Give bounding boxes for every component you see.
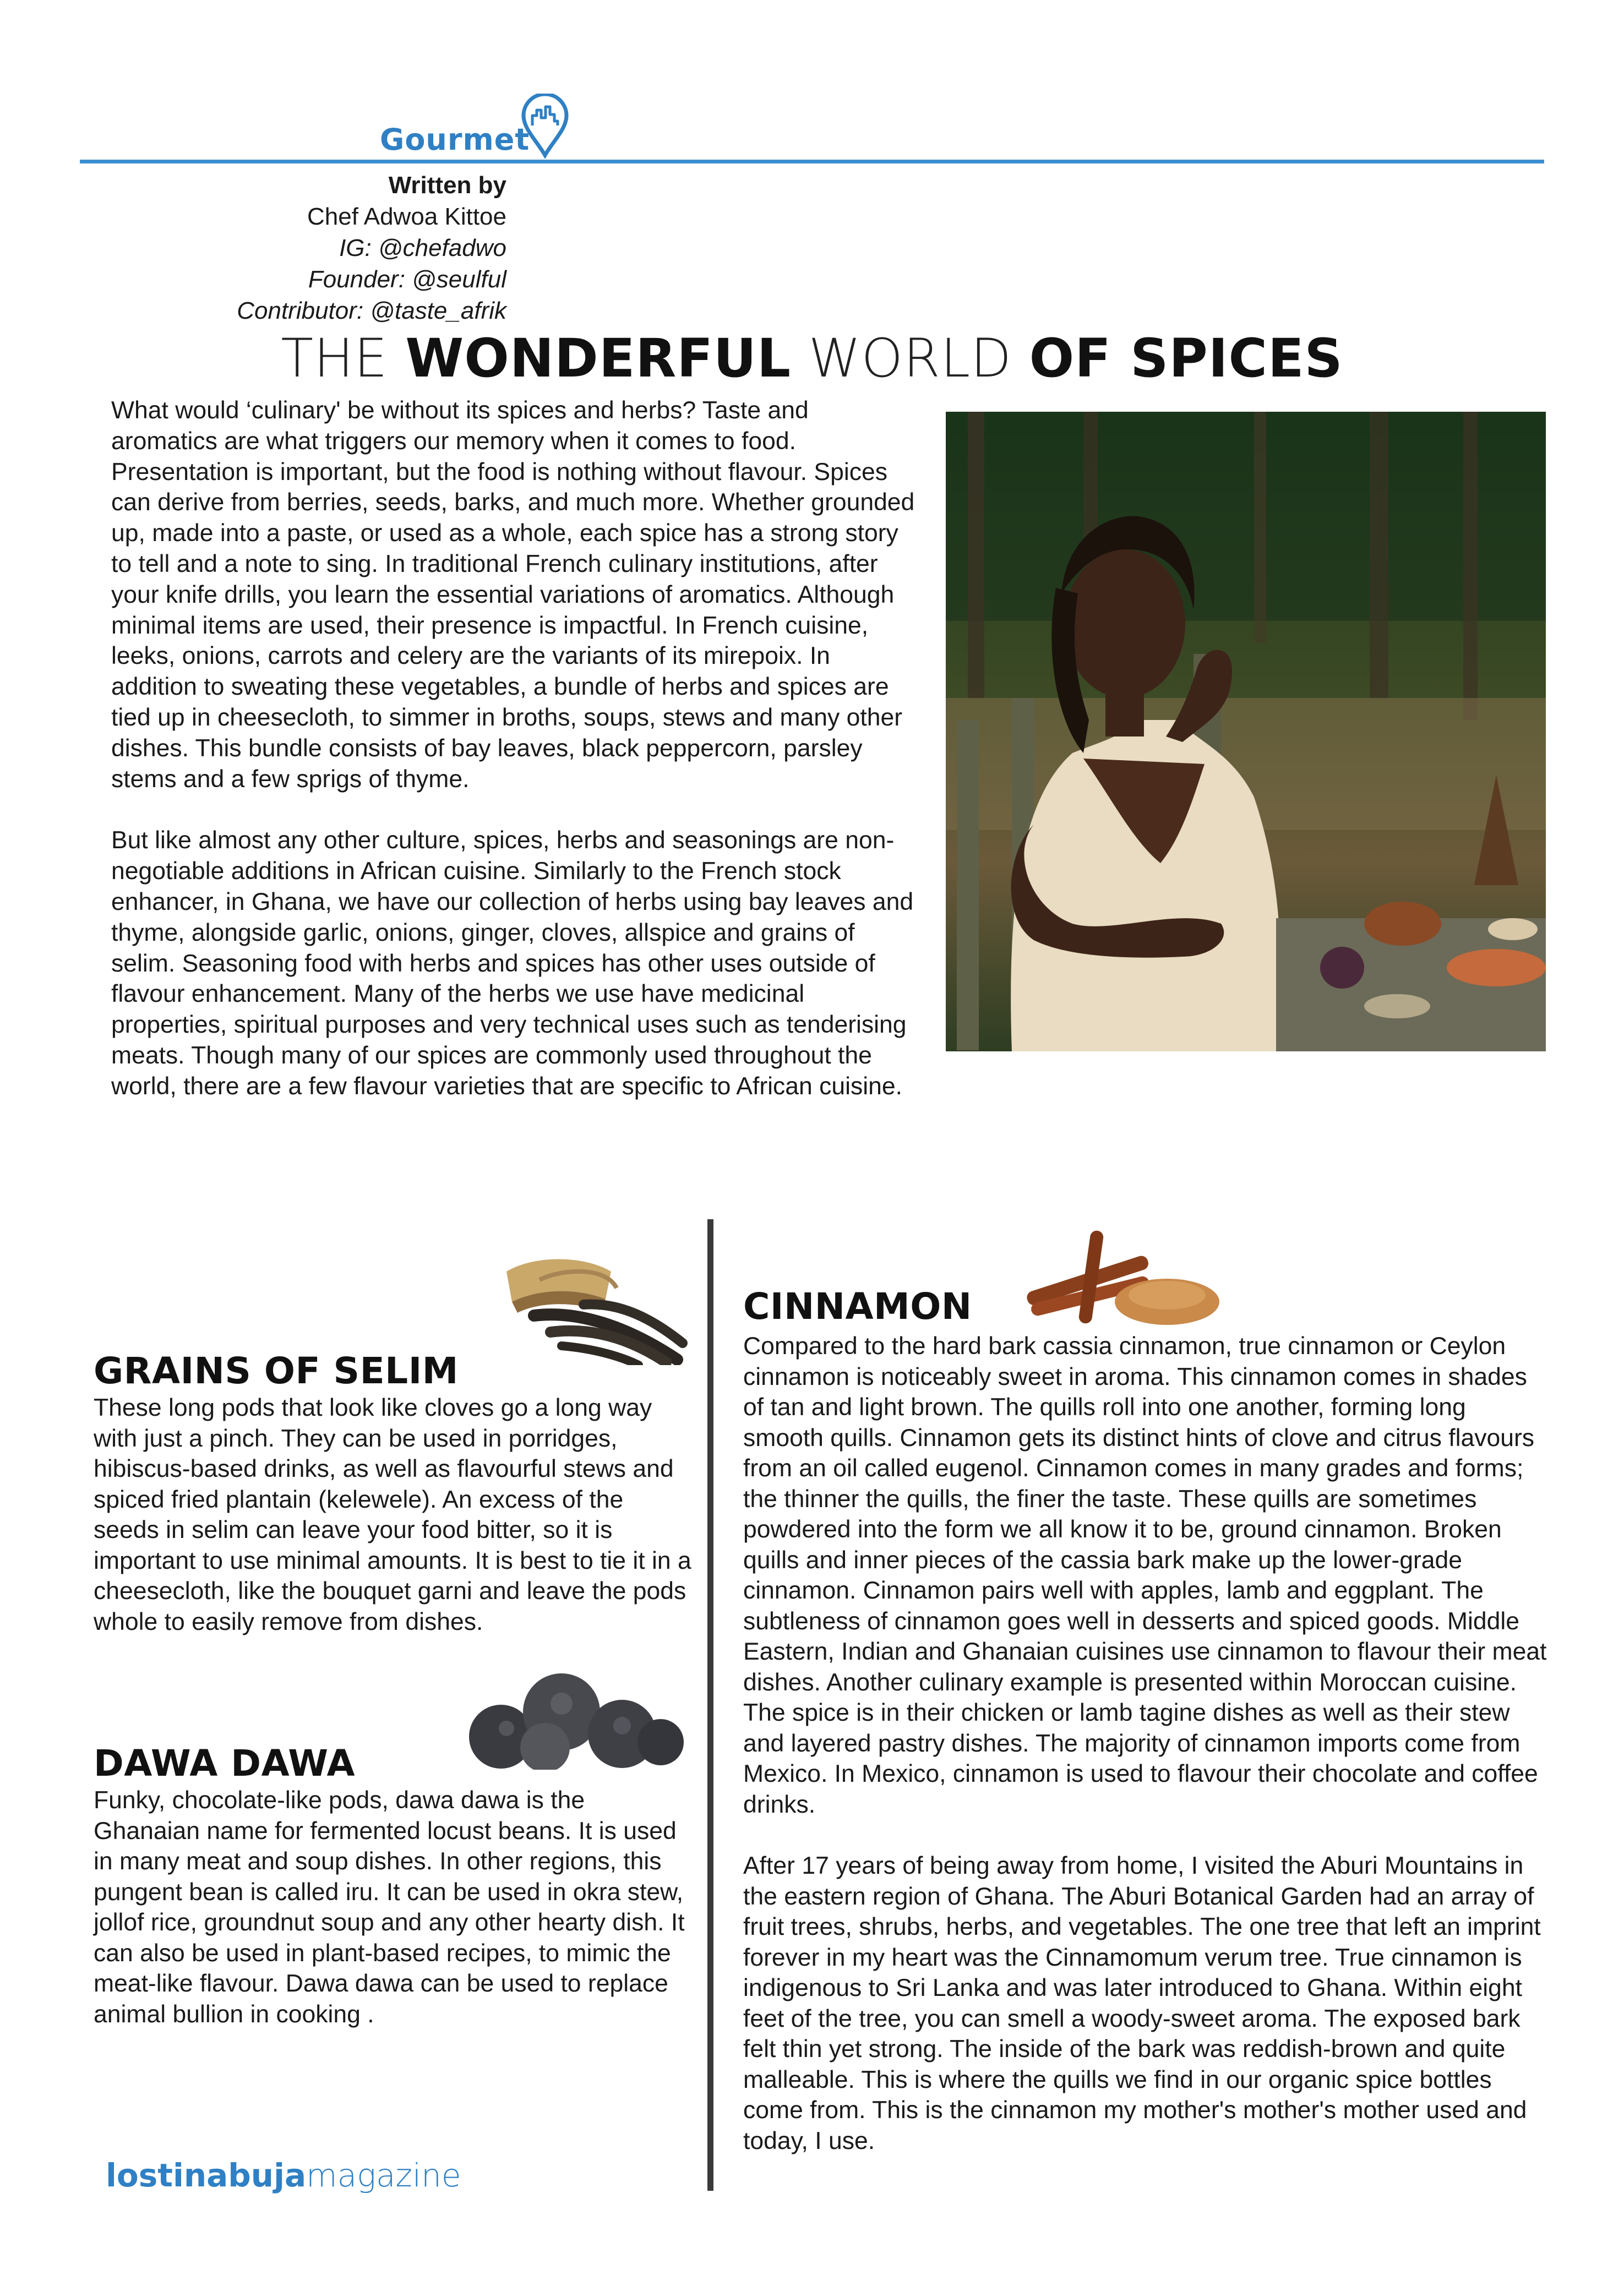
header-rule (80, 160, 1544, 163)
intro-text (111, 395, 920, 1133)
author-contributor: Contributor: @taste_afrik (237, 297, 506, 324)
article-title (0, 328, 1624, 389)
cinnamon-paragraph-1: Compared to the hard bark cassia cinnamon, true cinnamon or Ceylon cinnamon is noticeably sweet in aroma. This cinnamon comes in shades of tan and light brown. The quills roll into one another, forming long smooth quills. Cinnamon gets its distinct hints of clove and citrus flavours from an oil called eugenol. Cinnamon comes in many grades and forms; the thinner the quills, the finer the taste. These quills are sometimes powdered into the form we all know it to be, ground cinnamon. Broken quills and inner pieces of the cassia bark make up the lower-grade cinnamon. Cinnamon pairs well with apples, lamb and eggplant. The subtleness of cinnamon goes well in desserts and spiced goods. Middle Eastern, Indian and Ghanaian cuisines use cinnamon to flavour their meat dishes. Another culinary example is presented within Moroccan cuisine. The spice is in their chicken or lamb tagine dishes as well as their stew and layered pastry dishes. The majority of cinnamon imports come from Mexico. In Mexico, cinnamon is used to flavour their chocolate and coffee drinks. (743, 1333, 1547, 1818)
magazine-footer (106, 2157, 461, 2194)
title-part-1: THE (281, 328, 406, 389)
author-instagram: IG: @chefadwo (339, 234, 506, 261)
section-label: Gourmet (380, 122, 530, 157)
grains-of-selim-heading: GRAINS OF SELIM (94, 1350, 459, 1392)
dawa-dawa-heading: DAWA DAWA (94, 1742, 356, 1785)
cinnamon-heading: CINNAMON (743, 1285, 972, 1328)
intro-paragraph-1: What would ‘culinary' be without its spices and herbs? Taste and aromatics are what triggers our memory when it comes to food. Presentation is important, but the food is nothing without flavour. Spices can derive from berries, seeds, barks, and much more. Whether grounded up, made into a paste, or used as a whole, each spice has a strong story to tell and a note to sing. In traditional French culinary institutions, after your knife drills, you learn the essential variations of aromatics. Although minimal items are used, their presence is impactful. In French cuisine, leeks, onions, carrots and celery are the variants of its mirepoix. In addition to sweating these vegetables, a bundle of herbs and spices are tied up in cheesecloth, to simmer in broths, soups, stews and many other dishes. This bundle consists of bay leaves, black peppercorn, parsley stems and a few sprigs of thyme. (111, 397, 915, 793)
footer-brand-bold: lostinabuja (106, 2157, 307, 2194)
grains-of-selim-image (501, 1250, 688, 1365)
intro-paragraph-2: But like almost any other culture, spices, herbs and seasonings are non-negotiable additions in African cuisine. Similarly to the French stock enhancer, in Ghana, we have our collection of herbs using bay leaves and thyme, alongside garlic, onions, ginger, cloves, allspice and grains of selim. Seasoning food with herbs and spices has other uses outside of flavour enhancement. Many of the herbs we use have medicinal properties, spiritual purposes and very technical uses such as tenderising meats. Though many of our spices are commonly used throughout the world, there are a few flavour varieties that are specific to African cuisine. (111, 827, 914, 1100)
byline-label: Written by (388, 172, 506, 199)
author-name: Chef Adwoa Kittoe (307, 203, 506, 230)
author-founder: Founder: @seulful (308, 266, 506, 293)
dawa-dawa-text: Funky, chocolate-like pods, dawa dawa is the Ghanaian name for fermented locust beans. It is used in many meat and soup dishes. In other regions, this pungent bean is called iru. It can be used in okra stew, jollof rice, groundnut soup and any other hearty dish. It can also be used in plant-based recipes, to mimic the meat-like flavour. Dawa dawa can be used to replace animal bullion in cooking . (94, 1787, 685, 2028)
grains-of-selim-text: These long pods that look like cloves go a long way with just a pinch. They can be used in porridges, hibiscus-based drinks, as well as flavourful stews and spiced fried plantain (kelewele). An excess of the seeds in selim can leave your food bitter, so it is important to use minimal amounts. It is best to tie it in a cheesecloth, like the bouquet garni and leave the pods whole to easily remove from dishes. (94, 1394, 691, 1635)
footer-brand-light: magazine (306, 2157, 461, 2194)
cinnamon-paragraph-2: After 17 years of being away from home, I visited the Aburi Mountains in the eastern region of Ghana. The Aburi Botanical Garden had an array of fruit trees, shrubs, herbs, and vegetables. The one tree that left an imprint forever in my heart was the Cinnamomum verum tree. True cinnamon is indigenous to Sri Lanka and was later introduced to Ghana. Within eight feet of the tree, you can smell a woody-sweet aroma. The exposed bark felt thin yet strong. The inside of the bark was reddish-brown and quite malleable. This is where the quills we find in our organic spice bottles come from. This is the cinnamon my mother's mother's mother used and today, I use. (743, 1852, 1541, 2154)
dawa-dawa-image (451, 1660, 688, 1770)
column-divider (707, 1219, 713, 2191)
title-part-2: WONDERFUL (405, 328, 792, 389)
cinnamon-image (1018, 1225, 1222, 1329)
location-pin-skyline-icon (520, 94, 570, 159)
chef-portrait-photo (946, 412, 1546, 1051)
title-part-3: WORLD (791, 328, 1029, 389)
byline (237, 170, 506, 326)
cinnamon-text (743, 1331, 1552, 2187)
title-part-4: OF SPICES (1029, 328, 1343, 389)
